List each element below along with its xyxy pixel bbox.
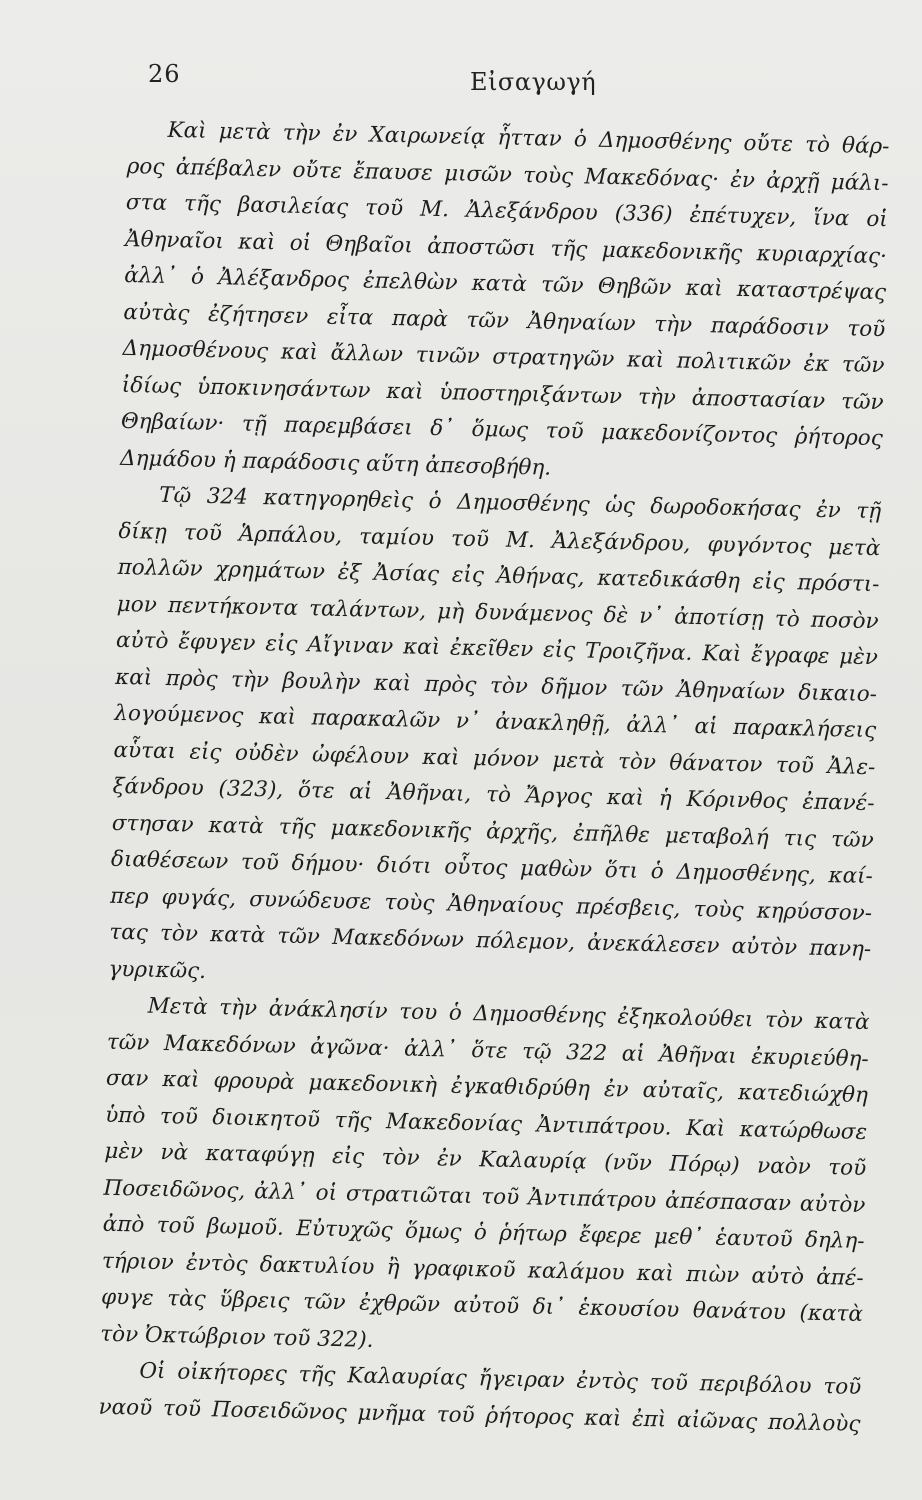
text-line: ὑπὸ τοῦ διοικητοῦ τῆς Μακεδονίας Ἀντιπάτρου. Καὶ κατώρθωσε xyxy=(104,1102,868,1145)
text-line: φυγε τὰς ὕβρεις τῶν ἐχθρῶν αὐτοῦ δι᾽ ἑκουσίου θανάτου (κατὰ xyxy=(100,1284,864,1327)
text-line: δίκῃ τοῦ Ἁρπάλου, ταμίου τοῦ Μ. Ἀλεξάνδρου, φυγόντος μετὰ xyxy=(118,518,881,561)
text-line: στησαν κατὰ τῆς μακεδονικῆς ἀρχῆς, ἐπῆλθε μεταβολή τις τῶν xyxy=(111,810,874,853)
text-line: διαθέσεων τοῦ δήμου· διότι οὗτος μαθὼν ὅτι ὁ Δημοσθένης, καί- xyxy=(110,846,874,890)
text-line: ἀπὸ τοῦ βωμοῦ. Εὐτυχῶς ὅμως ὁ ῥήτωρ ἔφερε μεθ᾽ ἑαυτοῦ δηλη- xyxy=(102,1211,865,1254)
text-line: τὸν Ὀκτώβριον τοῦ 322). xyxy=(99,1321,374,1353)
text-line: μὲν νὰ καταφύγῃ εἰς τὸν ἐν Καλαυρίᾳ (νῦν Πόρῳ) ναὸν τοῦ xyxy=(104,1138,867,1182)
text-line: στα τῆς βασιλείας τοῦ Μ. Ἀλεξάνδρου (336) ἐπέτυχεν, ἵνα οἱ xyxy=(125,189,889,233)
text-line: τῶν Μακεδόνων ἀγῶνα· ἀλλ᾽ ὅτε τῷ 322 αἱ Ἀθῆναι ἐκυριεύθη- xyxy=(106,1029,869,1072)
page-number: 26 xyxy=(148,60,181,88)
text-line: ναοῦ τοῦ Ποσειδῶνος μνῆμα τοῦ ῥήτορος καὶ ἐπὶ αἰῶνας πολλοὺς xyxy=(98,1394,861,1437)
text-line: λογούμενος καὶ παρακαλῶν ν᾽ ἀνακληθῇ, ἀλλ᾽ αἱ παρακλήσεις xyxy=(114,700,877,744)
text-line: ξάνδρου (323), ὅτε αἱ Ἀθῆναι, τὸ Ἄργος καὶ ἡ Κόρινθος ἐπανέ- xyxy=(112,773,875,817)
text-line: Μετὰ τὴν ἀνάκλησίν του ὁ Δημοσθένης ἐξηκολούθει τὸν κατὰ xyxy=(147,993,870,1036)
text-line: Δημάδου ἡ παράδοσις αὕτη ἀπεσοβήθη. xyxy=(119,445,552,481)
text-line: πολλῶν χρημάτων ἐξ Ἀσίας εἰς Ἀθήνας, κατεδικάσθη εἰς πρόστι- xyxy=(117,554,880,598)
text-line: Θηβαίων· τῇ παρεμβάσει δ᾽ ὅμως τοῦ μακεδονίζοντος ῥήτορος xyxy=(120,408,884,452)
text-line: τήριον ἐντὸς δακτυλίου ἢ γραφικοῦ καλάμου καὶ πιὼν αὐτὸ ἀπέ- xyxy=(101,1248,865,1291)
text-line: μον πεντήκοντα ταλάντων, μὴ δυνάμενος δὲ ν᾽ ἀποτίσῃ τὸ ποσὸν xyxy=(116,591,879,634)
text-line: ἰδίως ὑποκινησάντων καὶ ὑποστηριξάντων τὴν ἀποστασίαν τῶν xyxy=(121,372,884,415)
text-line: καὶ πρὸς τὴν βουλὴν καὶ πρὸς τὸν δῆμον τῶν Ἀθηναίων δικαιο- xyxy=(114,664,878,707)
body-text xyxy=(98,112,890,1443)
text-line: Τῷ 324 κατηγορηθεὶς ὁ Δημοσθένης ὡς δωροδοκήσας ἐν τῇ xyxy=(159,482,882,525)
text-line: Καὶ μετὰ τὴν ἐν Χαιρωνείᾳ ἧτταν ὁ Δημοσθένης οὔτε τὸ θάρ- xyxy=(167,117,890,160)
text-line: Ποσειδῶνος, ἀλλ᾽ οἱ στρατιῶται τοῦ Ἀντιπάτρου ἀπέσπασαν αὐτὸν xyxy=(103,1175,866,1218)
text-line: περ φυγάς, συνώδευσε τοὺς Ἀθηναίους πρέσβεις, τοὺς κηρύσσον- xyxy=(109,883,873,926)
text-line: Οἱ οἰκήτορες τῆς Καλαυρίας ἤγειραν ἐντὸς τοῦ περιβόλου τοῦ xyxy=(139,1358,862,1400)
running-title: Εἰσαγωγή xyxy=(470,68,597,96)
text-line: αὐτὸ ἔφυγεν εἰς Αἴγιναν καὶ ἐκεῖθεν εἰς Τροιζῆνα. Καὶ ἔγραφε μὲν xyxy=(115,627,879,671)
text-line: ρος ἀπέβαλεν οὔτε ἔπαυσε μισῶν τοὺς Μακεδόνας· ἐν ἀρχῇ μάλι- xyxy=(126,153,889,196)
text-line: γυρικῶς. xyxy=(108,956,207,984)
text-line: αὐτὰς ἐζήτησεν εἶτα παρὰ τῶν Ἀθηναίων τὴν παράδοσιν τοῦ xyxy=(123,299,886,342)
text-line: ἀλλ᾽ ὁ Ἀλέξανδρος ἐπελθὼν κατὰ τῶν Θηβῶν καὶ καταστρέψας xyxy=(124,262,887,306)
text-line: σαν καὶ φρουρὰ μακεδονικὴ ἐγκαθιδρύθη ἐν αὐταῖς, κατεδιώχθη xyxy=(105,1065,869,1109)
page-header xyxy=(0,0,922,110)
text-line: Ἀθηναῖοι καὶ οἱ Θηβαῖοι ἀποστῶσι τῆς μακεδονικῆς κυριαρχίας· xyxy=(124,226,888,269)
text-line: Δημοσθένους καὶ ἄλλων τινῶν στρατηγῶν καὶ πολιτικῶν ἐκ τῶν xyxy=(122,335,885,379)
text-line: αὗται εἰς οὐδὲν ὠφέλουν καὶ μόνον μετὰ τὸν θάνατον τοῦ Ἀλε- xyxy=(113,737,876,780)
text-line: τας τὸν κατὰ τῶν Μακεδόνων πόλεμον, ἀνεκάλεσεν αὐτὸν πανη- xyxy=(109,919,872,963)
